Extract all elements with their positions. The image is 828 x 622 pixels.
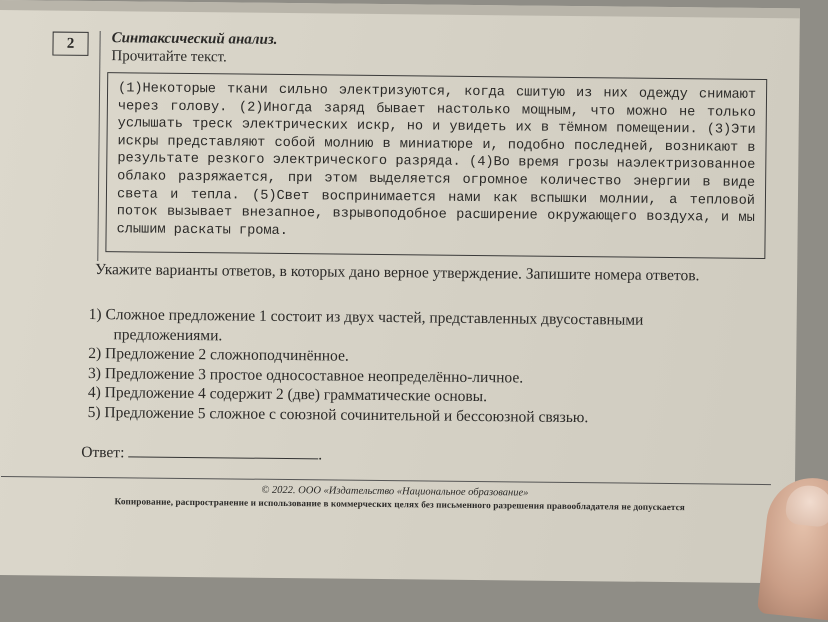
answer-label: Ответ: <box>81 443 129 462</box>
options-list <box>88 305 769 429</box>
copyright: © 2022. ООО «Издательство «Национальное образование» <box>261 484 529 499</box>
margin-line <box>97 31 100 261</box>
previous-page-edge <box>0 0 800 18</box>
task-number: 2 <box>52 32 88 56</box>
reading-text-box <box>105 72 767 259</box>
option-1-line1: 1) Сложное предложение 1 состоит из двух частей, представленных двусоставными <box>88 305 644 329</box>
option-5: 5) Предложение 5 сложное с союзной сочинительной и бессоюзной связью. <box>87 403 589 426</box>
answer-field[interactable] <box>128 442 318 459</box>
option-1-line2: предложениями. <box>113 325 223 344</box>
copy-notice: Копирование, распространение и использование в коммерческих целях без письменного разрешения правообладателя не допускается <box>114 496 685 513</box>
option-2: 2) Предложение 2 сложноподчинённое. <box>88 344 349 365</box>
option-4: 4) Предложение 4 содержит 2 (две) грамматические основы. <box>87 383 488 406</box>
fingernail <box>784 483 828 528</box>
task-title: Синтаксический анализ. <box>111 30 278 48</box>
reading-text: (1)Некоторые ткани сильно электризуются, когда сшитую из них одежду снимают через голову. (2)Иногда заряд бывает настолько мощным, что можно не только услышать треск электрических искр, но и увидеть их в тёмном помещении. (3)Эти искры представляют собой молнию в миниатюре и, подобно последней, возникают в результате резкого электрического разряда. (4)Во время грозы наэлектризованное облако разряжается, при этом выделяется огромное количество энергии в виде света и тепла. (5)Свет воспринимается нами как вспышки молнии, а тепловой поток вызывает внезапное, взрывоподобное расширение окружающего воздуха, и мы слышим раскаты грома. <box>116 81 757 239</box>
answer-row: Ответ: . <box>81 443 323 464</box>
task-subtitle: Прочитайте текст. <box>111 48 227 66</box>
option-3: 3) Предложение 3 простое односоставное неопределённо-личное. <box>88 364 524 386</box>
instruction: Укажите варианты ответов, в которых дано верное утверждение. Запишите номера ответов. <box>95 261 700 285</box>
